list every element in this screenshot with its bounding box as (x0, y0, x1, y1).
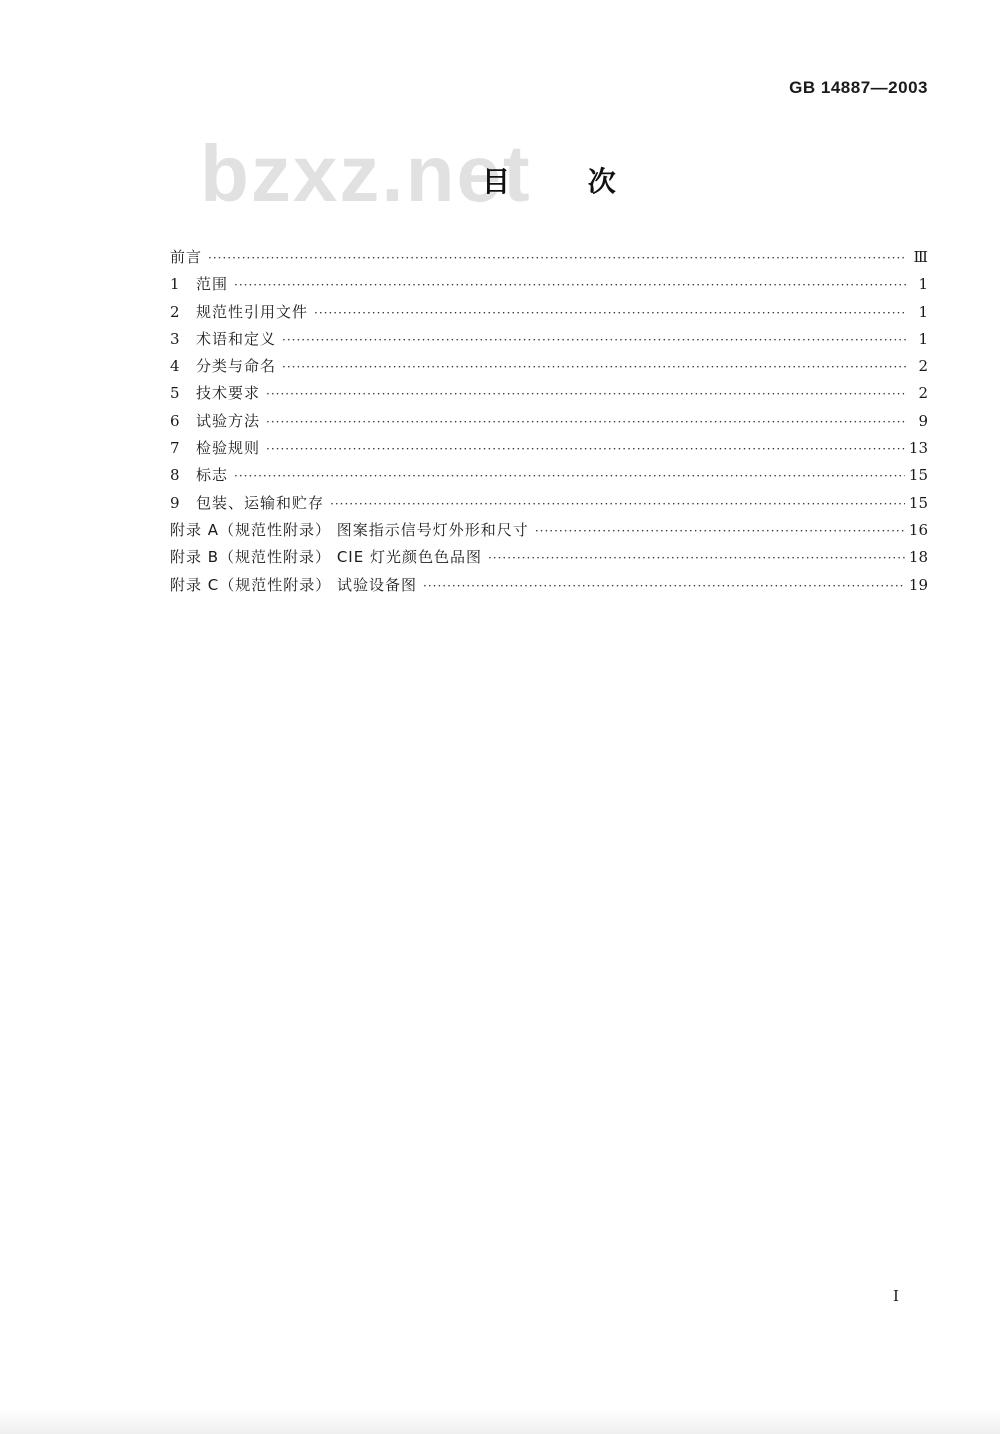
toc-entry-page: 16 (908, 520, 928, 539)
toc-entry-page: 1 (918, 329, 928, 348)
toc-title: 目 次 (482, 165, 650, 198)
toc-leader-dots (314, 300, 906, 327)
toc-entry-annex-b[interactable] (170, 544, 928, 571)
toc-entry-label: 标志 (196, 466, 229, 485)
toc-leader-dots (535, 518, 905, 545)
toc-leader-dots (423, 573, 905, 600)
toc-entry-annex-a[interactable] (170, 517, 928, 544)
toc-entry-page: 18 (908, 548, 928, 567)
toc-entry-page: 2 (918, 384, 928, 403)
toc-leader-dots (282, 327, 906, 354)
watermark-logo: bzxz.net (200, 129, 532, 218)
toc-entry-label: 附录 B（规范性附录） CIE 灯光颜色色品图 (170, 548, 482, 567)
toc-leader-dots (266, 436, 905, 463)
toc-entry-scope[interactable] (170, 271, 928, 298)
standard-code: GB 14887—2003 (789, 78, 928, 97)
page-number: I (893, 1287, 899, 1305)
toc-entry-number: 9 (170, 493, 180, 512)
toc-entry-preface[interactable] (170, 244, 928, 271)
toc-entry-marking[interactable] (170, 462, 928, 489)
toc-entry-page: 15 (908, 466, 928, 485)
toc-entry-label: 技术要求 (196, 384, 261, 403)
toc-leader-dots (330, 491, 905, 518)
toc-entry-classification[interactable] (170, 353, 928, 380)
toc-leader-dots (234, 463, 905, 490)
toc-entry-inspection-rules[interactable] (170, 435, 928, 462)
toc-entry-number: 1 (170, 275, 180, 294)
toc-entry-label: 附录 A（规范性附录） 图案指示信号灯外形和尺寸 (170, 520, 529, 539)
toc-entry-number: 6 (170, 411, 180, 430)
toc-leader-dots (234, 272, 906, 299)
toc-entry-label: 前言 (170, 248, 203, 266)
toc-entry-number: 8 (170, 466, 180, 485)
toc-entry-page: 13 (908, 439, 928, 458)
toc-entry-label: 范围 (196, 275, 229, 294)
toc-entry-page: 1 (918, 275, 928, 294)
toc-entry-number: 7 (170, 439, 180, 458)
toc-entry-label: 附录 C（规范性附录） 试验设备图 (170, 575, 418, 594)
toc-leader-dots (488, 545, 905, 572)
toc-leader-dots (266, 381, 906, 408)
toc-entry-label: 分类与命名 (196, 357, 277, 376)
toc-entry-normative-references[interactable] (170, 299, 928, 326)
toc-entry-packaging[interactable] (170, 490, 928, 517)
toc-entry-page: 1 (918, 302, 928, 321)
toc-leader-dots (208, 245, 906, 272)
toc-entry-page: 15 (908, 493, 928, 512)
toc-entry-label: 术语和定义 (196, 329, 277, 348)
toc-entry-number: 3 (170, 329, 180, 348)
toc-leader-dots (266, 409, 906, 436)
toc-entry-label: 规范性引用文件 (196, 302, 309, 321)
toc-entry-number: 4 (170, 357, 180, 376)
toc-entry-label: 检验规则 (196, 439, 261, 458)
toc-entry-page: Ⅲ (913, 248, 928, 266)
toc-entry-terms[interactable] (170, 326, 928, 353)
toc-entry-label: 试验方法 (196, 411, 261, 430)
toc-entry-annex-c[interactable] (170, 572, 928, 599)
toc-entry-number: 5 (170, 384, 180, 403)
toc-entry-page: 19 (908, 575, 928, 594)
toc-entry-page: 2 (918, 357, 928, 376)
toc-entry-number: 2 (170, 302, 180, 321)
toc-entry-test-methods[interactable] (170, 408, 928, 435)
toc-entry-label: 包装、运输和贮存 (196, 493, 325, 512)
toc-entry-requirements[interactable] (170, 380, 928, 407)
toc-leader-dots (282, 354, 906, 381)
table-of-contents (170, 244, 928, 599)
scan-bottom-edge (0, 1410, 1000, 1434)
toc-entry-page: 9 (918, 411, 928, 430)
